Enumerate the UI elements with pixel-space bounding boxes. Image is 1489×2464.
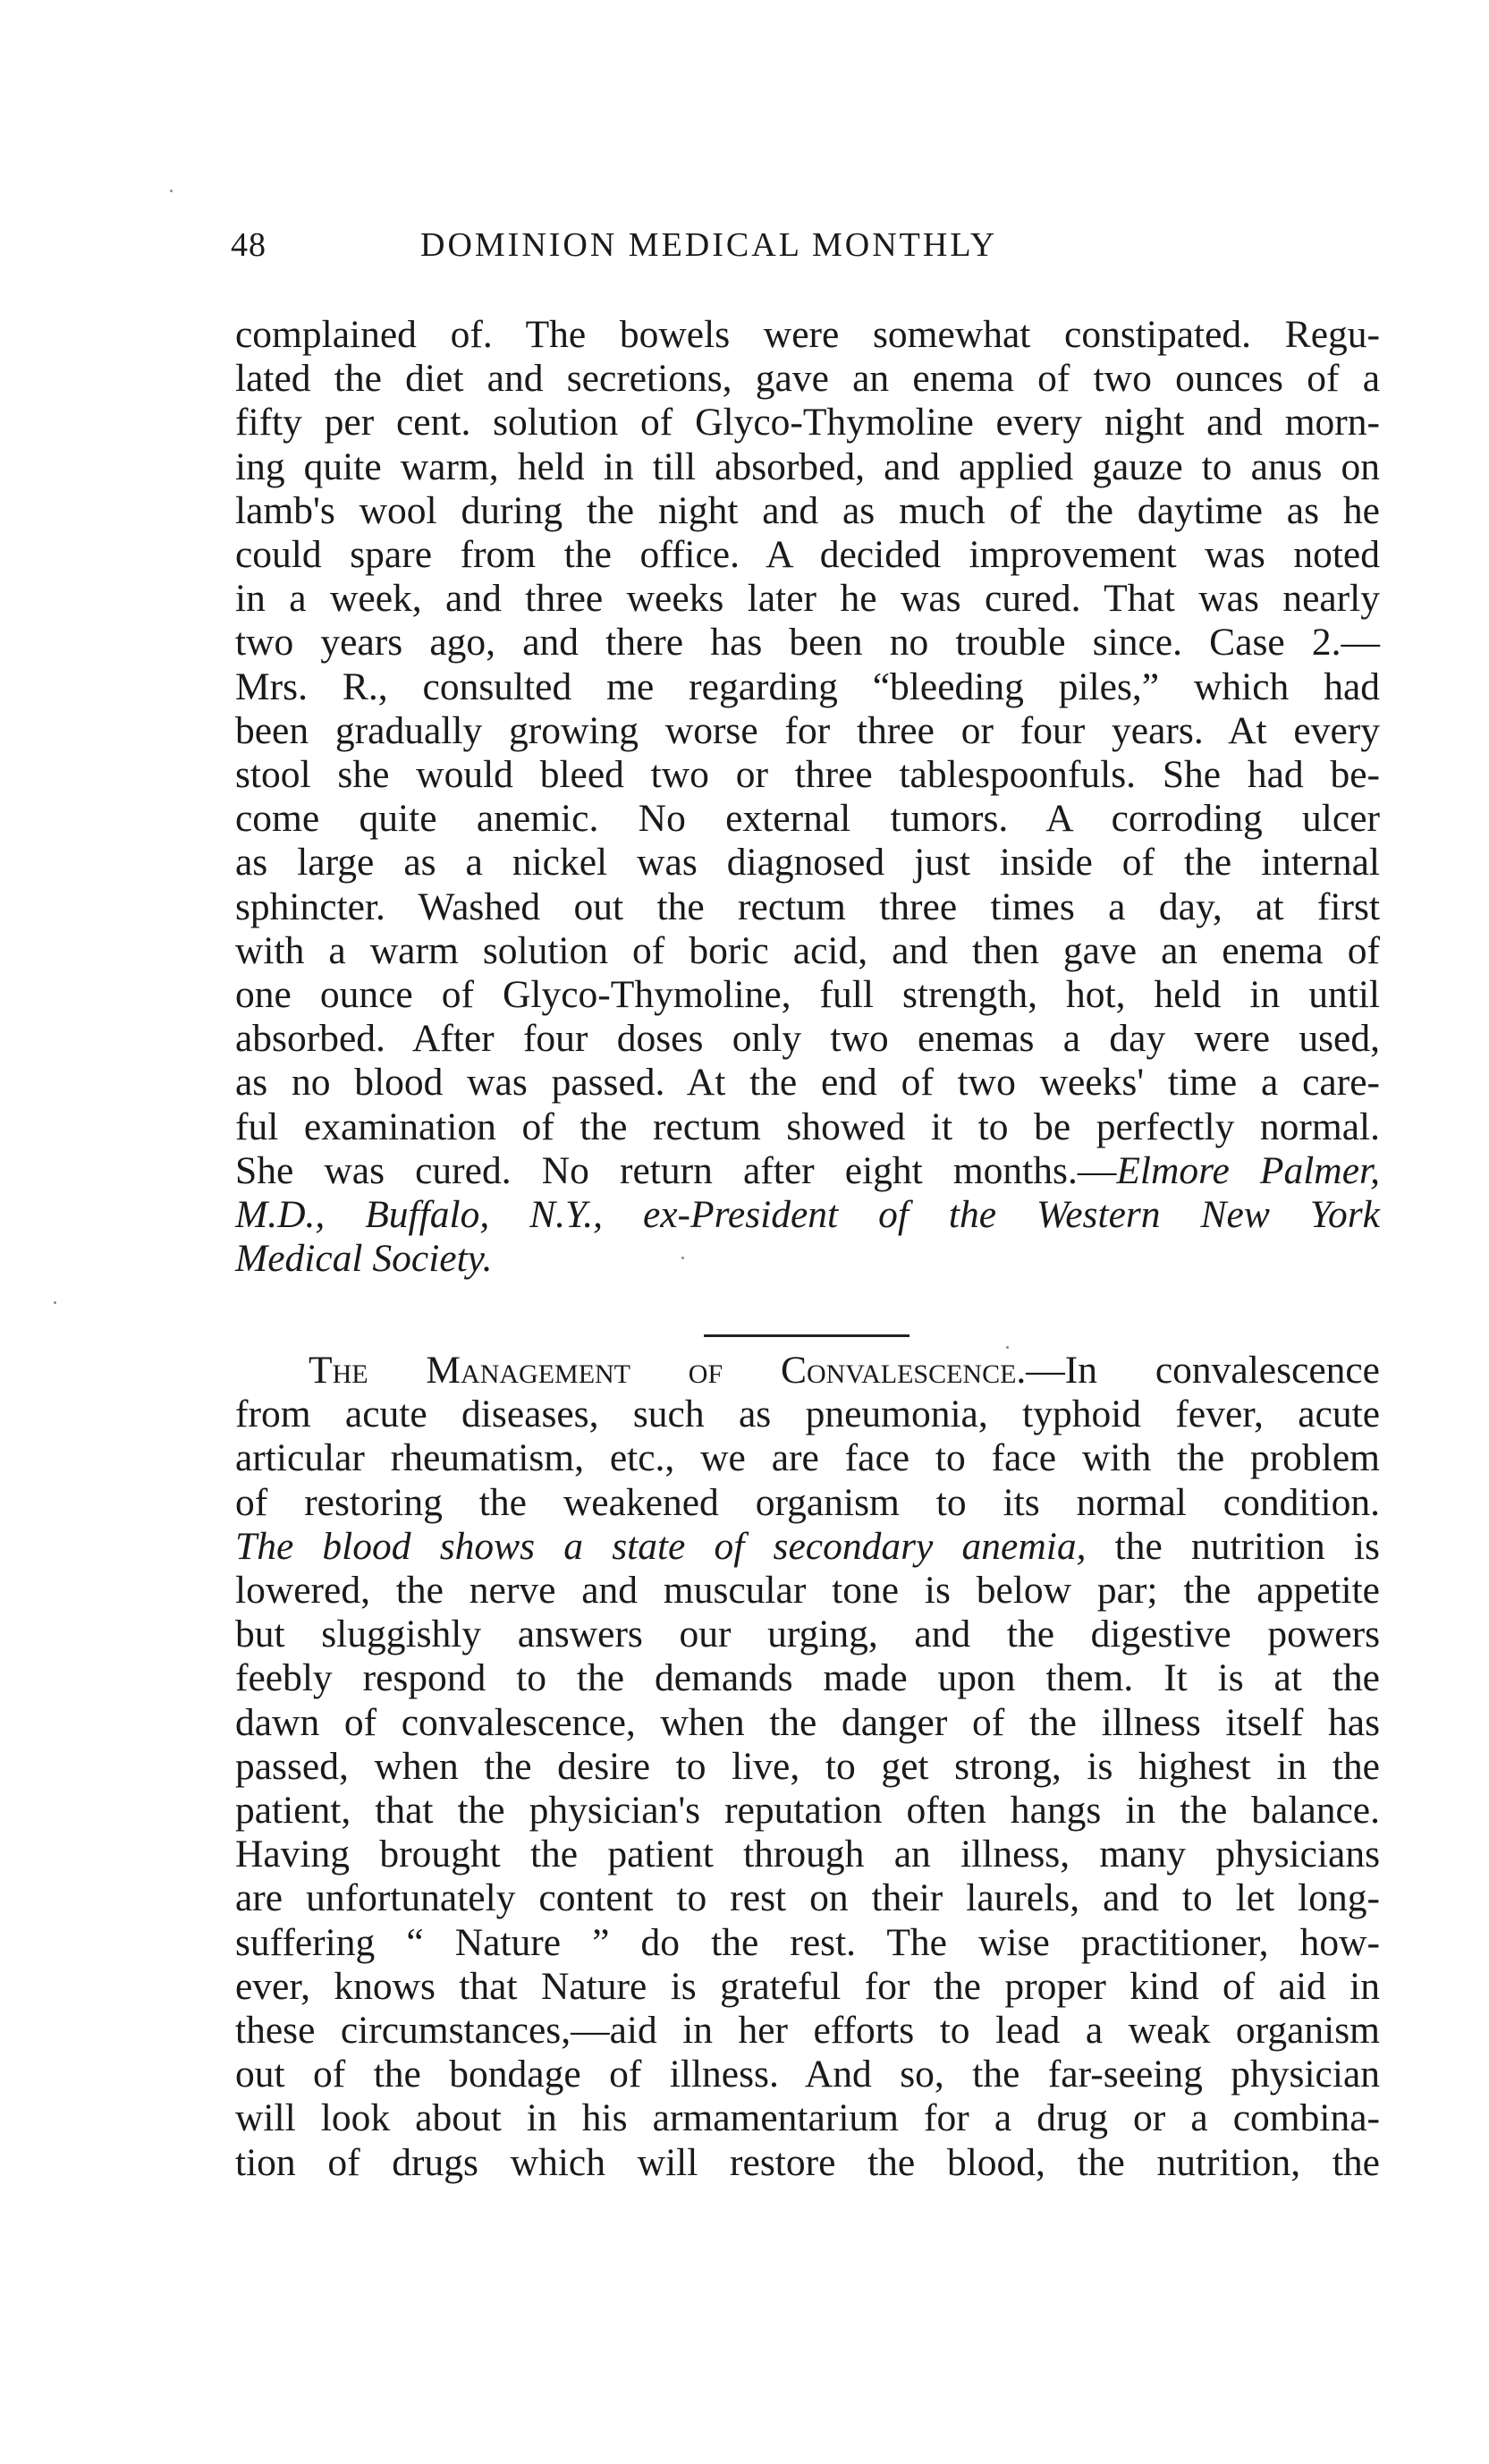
text-line: absorbed. After four doses only two enemas a day were used, (235, 1017, 1380, 1061)
section-heading: The Management of Convalescence. (309, 1349, 1027, 1392)
text-line: as no blood was passed. At the end of two weeks' time a care- (235, 1061, 1380, 1105)
text-line: ever, knows that Nature is grateful for the proper kind of aid in (235, 1964, 1380, 2008)
paper-speck (54, 1301, 56, 1304)
byline-line: M.D., Buffalo, N.Y., ex-President of the Western New York (235, 1193, 1380, 1237)
text-line: Having brought the patient through an illness, many physicians (235, 1833, 1380, 1876)
text-fragment: —In convalescence (1026, 1349, 1380, 1392)
text-line: ful examination of the rectum showed it to be perfectly normal. (235, 1105, 1380, 1148)
text-line: suffering “ Nature ” do the rest. The wise practitioner, how- (235, 1920, 1380, 1964)
text-fragment: the nutrition is (1086, 1524, 1380, 1568)
page-number: 48 (231, 226, 266, 264)
text-line: from acute diseases, such as pneumonia, typhoid fever, acute (235, 1393, 1380, 1436)
text-line: been gradually growing worse for three or four years. At every (235, 708, 1380, 752)
text-line: out of the bondage of illness. And so, the far-seeing physician (235, 2053, 1380, 2096)
text-line: of restoring the weakened organism to its normal condition. (235, 1480, 1380, 1524)
text-line: patient, that the physician's reputation often hangs in the balance. (235, 1789, 1380, 1833)
text-line: with a warm solution of boric acid, and then gave an enema of (235, 928, 1380, 972)
text-line-with-emphasis (235, 1525, 1380, 1569)
text-line: one ounce of Glyco-Thymoline, full strength, hot, held in until (235, 973, 1380, 1017)
text-line: but sluggishly answers our urging, and the digestive powers (235, 1613, 1380, 1656)
paper-speck (681, 1257, 684, 1259)
text-line: sphincter. Washed out the rectum three times a day, at first (235, 885, 1380, 928)
text-line: could spare from the office. A decided improvement was noted (235, 533, 1380, 577)
text-line-with-byline (235, 1149, 1380, 1193)
text-line: in a week, and three weeks later he was cured. That was nearly (235, 577, 1380, 621)
text-line: complained of. The bowels were somewhat constipated. Regu- (235, 313, 1380, 356)
text-line: two years ago, and there has been no trouble since. Case 2.— (235, 621, 1380, 665)
text-line: lowered, the nerve and muscular tone is below par; the appetite (235, 1569, 1380, 1613)
paper-speck (170, 190, 173, 192)
text-line: will look about in his armamentarium for a drug or a combina- (235, 2096, 1380, 2140)
text-line: feebly respond to the demands made upon them. It is at the (235, 1656, 1380, 1700)
byline-author: Elmore Palmer, (1116, 1148, 1380, 1192)
text-line: Mrs. R., consulted me regarding “bleeding piles,” which had (235, 665, 1380, 708)
text-line: tion of drugs which will restore the blood, the nutrition, the (235, 2140, 1380, 2184)
text-line: ing quite warm, held in till absorbed, and applied gauze to anus on (235, 445, 1380, 488)
text-line: these circumstances,—aid in her efforts to lead a weak organism (235, 2009, 1380, 2053)
emphasized-phrase: The blood shows a state of secondary anemia, (235, 1524, 1087, 1568)
section-divider-rule (704, 1334, 909, 1337)
text-line: fifty per cent. solution of Glyco-Thymoline every night and morn- (235, 401, 1380, 445)
running-head (231, 225, 1384, 279)
text-line: passed, when the desire to live, to get strong, is highest in the (235, 1744, 1380, 1788)
journal-title: DOMINION MEDICAL MONTHLY (420, 226, 998, 264)
article-continuation (235, 313, 1380, 1281)
text-line: come quite anemic. No external tumors. A corroding ulcer (235, 797, 1380, 841)
text-line: stool she would bleed two or three tablespoonfuls. She had be- (235, 753, 1380, 797)
byline-line: Medical Society. (235, 1237, 493, 1281)
text-line: are unfortunately content to rest on their laurels, and to let long- (235, 1876, 1380, 1920)
heading-line (235, 1349, 1380, 1393)
paper-speck (1006, 1346, 1009, 1349)
text-line: lamb's wool during the night and as much of the daytime as he (235, 488, 1380, 532)
text-line: articular rheumatism, etc., we are face to face with the problem (235, 1436, 1380, 1480)
text-line: dawn of convalescence, when the danger of the illness itself has (235, 1700, 1380, 1744)
text-fragment: She was cured. No return after eight months.— (235, 1148, 1117, 1192)
text-line: lated the diet and secretions, gave an enema of two ounces of a (235, 357, 1380, 401)
text-line: as large as a nickel was diagnosed just inside of the internal (235, 841, 1380, 885)
article-convalescence (235, 1349, 1380, 2185)
